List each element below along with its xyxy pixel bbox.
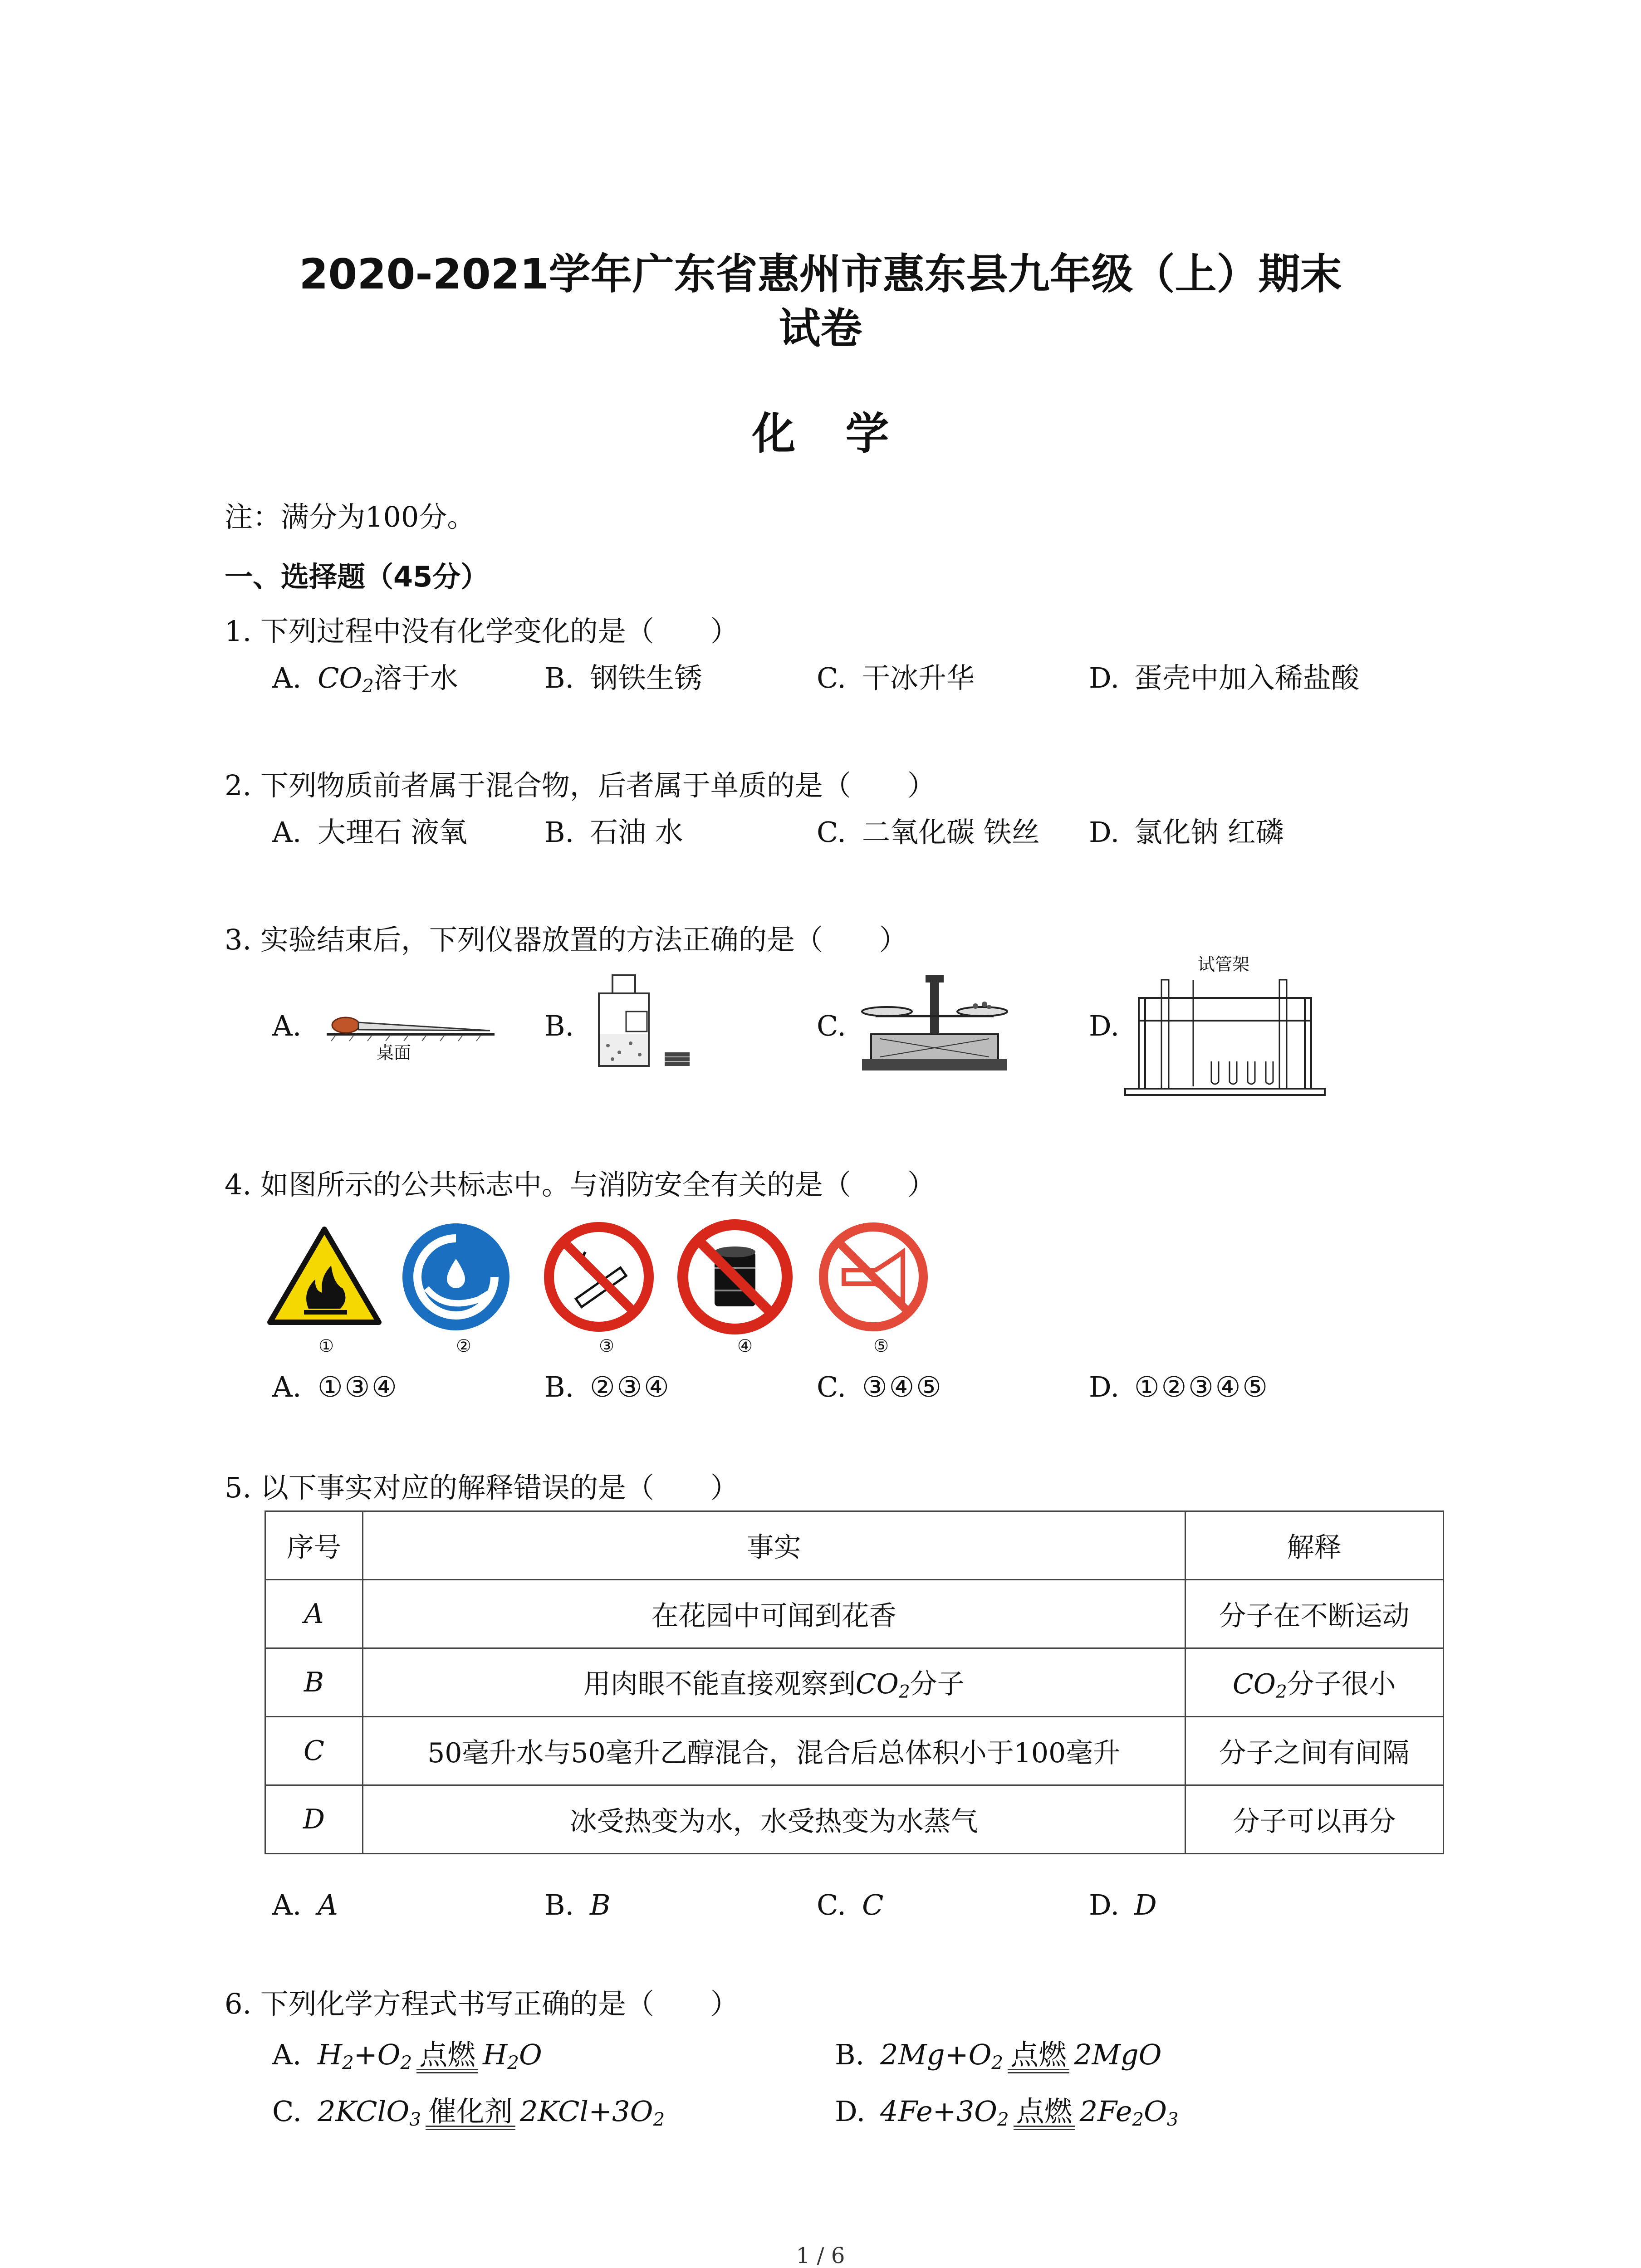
row-fact: 50毫升水与50毫升乙醇混合，混合后总体积小于100毫升 <box>362 1717 1185 1785</box>
sign-number-4: ④ <box>737 1336 753 1356</box>
q3-letter-a: A. <box>272 1009 302 1042</box>
figure-balance <box>853 966 1016 1075</box>
condition-ignite: 点燃 <box>1014 2097 1075 2130</box>
question-4-stem: 4. 如图所示的公共标志中。与消防安全有关的是（ ） <box>225 1168 936 1201</box>
row-explain: $CO_2$分子很小 <box>1185 1648 1443 1717</box>
q1-option-c: C. 干冰升华 <box>817 661 975 694</box>
condition-ignite: 点燃 <box>1008 2041 1069 2073</box>
row-id: D <box>265 1785 363 1854</box>
q3-letter-c: C. <box>817 1009 846 1042</box>
q6-option-a: A. $H_2+O_2$ 点燃 $H_2O$ <box>272 2038 542 2074</box>
q2-option-a: A. 大理石 液氧 <box>272 816 467 849</box>
header-fact: 事实 <box>362 1511 1185 1580</box>
q5-option-a: A. A <box>272 1888 338 1921</box>
table-row <box>265 1785 1444 1854</box>
condition-ignite: 点燃 <box>416 2041 478 2073</box>
question-2-stem: 2. 下列物质前者属于混合物，后者属于单质的是（ ） <box>225 769 936 802</box>
q6-option-b: B. $2Mg+O_2$ 点燃 2MgO <box>835 2038 1162 2074</box>
q4-option-c: C. ③④⑤ <box>817 1370 943 1403</box>
q2-option-c: C. 二氧化碳 铁丝 <box>817 816 1040 849</box>
q5-option-d: D. D <box>1089 1888 1157 1921</box>
water-saving-sign <box>399 1220 513 1334</box>
figure-test-tube-rack <box>1121 971 1329 1107</box>
row-id: A <box>265 1580 363 1648</box>
q3-letter-b: B. <box>544 1009 574 1042</box>
section-title: 一、选择题（45分） <box>225 560 489 593</box>
question-6-stem: 6. 下列化学方程式书写正确的是（ ） <box>225 1987 739 2020</box>
rack-label: 试管架 <box>1198 954 1250 974</box>
q5-option-c: C. C <box>817 1888 884 1921</box>
q3-letter-d: D. <box>1089 1009 1120 1042</box>
title-line-1: 2020-2021学年广东省惠州市惠东县九年级（上）期末 <box>299 250 1342 298</box>
q2-option-d: D. 氯化钠 红磷 <box>1089 816 1284 849</box>
sign-number-1: ① <box>318 1336 334 1356</box>
condition-catalyst: 催化剂 <box>426 2097 515 2130</box>
q1-option-d: D. 蛋壳中加入稀盐酸 <box>1089 661 1360 694</box>
row-fact: 冰受热变为水，水受热变为水蒸气 <box>362 1785 1185 1854</box>
row-explain: 分子可以再分 <box>1185 1785 1443 1854</box>
q1-option-b: B. 钢铁生锈 <box>544 661 703 694</box>
q5-option-b: B. B <box>544 1888 611 1921</box>
q4-option-a: A. ①③④ <box>272 1370 399 1403</box>
table-header-row <box>265 1511 1444 1580</box>
row-explain: 分子在不断运动 <box>1185 1580 1443 1648</box>
title-line-2: 试卷 <box>779 304 862 353</box>
row-id: B <box>265 1648 363 1717</box>
facts-table <box>265 1510 1444 1854</box>
table-row <box>265 1580 1444 1648</box>
sign-number-3: ③ <box>599 1336 615 1356</box>
header-explain: 解释 <box>1185 1511 1443 1580</box>
row-explain: 分子之间有间隔 <box>1185 1717 1443 1785</box>
sign-number-2: ② <box>456 1336 472 1356</box>
score-note: 注：满分为100分。 <box>225 500 475 533</box>
q6-option-d: D. $4Fe+3O_2$ 点燃 $2Fe_2O_3$ <box>835 2095 1179 2131</box>
question-5-stem: 5. 以下事实对应的解释错误的是（ ） <box>225 1471 739 1504</box>
q6-option-c: C. 2KClO$_3$ 催化剂 $2KCl+3O_2$ <box>272 2095 665 2131</box>
q4-option-b: B. ②③④ <box>544 1370 671 1403</box>
sign-number-5: ⑤ <box>873 1336 889 1356</box>
figure-reagent-bottle <box>581 971 717 1075</box>
q4-option-d: D. ①②③④⑤ <box>1089 1370 1269 1403</box>
row-id: C <box>265 1717 363 1785</box>
row-fact: 用肉眼不能直接观察到$CO_2$分子 <box>362 1648 1185 1717</box>
q2-option-b: B. 石油 水 <box>544 816 683 849</box>
no-smoking-sign <box>542 1220 656 1334</box>
desk-label: 桌面 <box>377 1043 411 1063</box>
no-horn-sign <box>817 1220 930 1334</box>
subject-title: 化学 <box>752 408 939 459</box>
flammable-warning-sign <box>265 1225 383 1329</box>
no-fire-materials-sign <box>676 1218 794 1336</box>
table-row <box>265 1648 1444 1717</box>
header-id: 序号 <box>265 1511 363 1580</box>
question-3-stem: 3. 实验结束后，下列仪器放置的方法正确的是（ ） <box>225 923 907 956</box>
row-fact: 在花园中可闻到花香 <box>362 1580 1185 1648</box>
page-number: 1 / 6 <box>796 2243 845 2268</box>
question-1-stem: 1. 下列过程中没有化学变化的是（ ） <box>225 615 739 648</box>
table-row <box>265 1717 1444 1785</box>
q1-option-a: A. $CO_2$溶于水 <box>272 661 458 697</box>
